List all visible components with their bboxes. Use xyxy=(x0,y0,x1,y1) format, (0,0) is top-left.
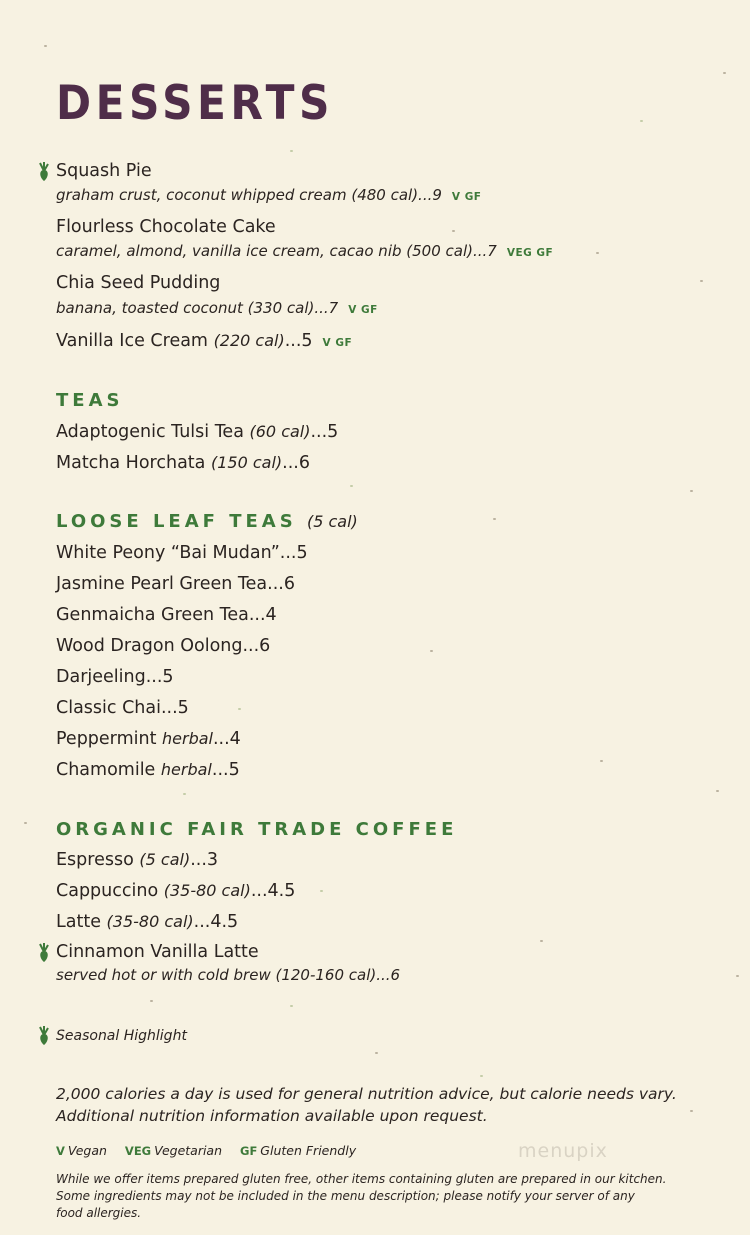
dietary-tags: V GF xyxy=(451,191,482,203)
dessert-desc: banana, toasted coconut (330 cal)...7 V GF xyxy=(56,299,378,317)
seasonal-beet-icon xyxy=(36,1026,52,1046)
loose-leaf-item: Darjeeling...5 xyxy=(56,667,174,687)
section-heading-teas: TEAS xyxy=(56,390,124,411)
loose-leaf-item: Peppermint herbal...4 xyxy=(56,729,241,749)
dessert-desc: graham crust, coconut whipped cream (480 cal)...9 V GF xyxy=(56,186,482,204)
coffee-item: Cappuccino (35-80 cal)...4.5 xyxy=(56,881,296,901)
dessert-desc: caramel, almond, vanilla ice cream, cacao nib (500 cal)...7 VEG GF xyxy=(56,242,554,260)
nutrition-line-2: Additional nutrition information available upon request. xyxy=(56,1107,488,1125)
tea-item: Adaptogenic Tulsi Tea (60 cal)...5 xyxy=(56,422,339,442)
tea-item: Matcha Horchata (150 cal)...6 xyxy=(56,453,310,473)
watermark: menupix xyxy=(518,1140,608,1162)
coffee-item: Espresso (5 cal)...3 xyxy=(56,850,219,870)
dessert-name: Squash Pie xyxy=(56,161,152,181)
dietary-tags: V GF xyxy=(348,304,378,316)
loose-leaf-item: White Peony “Bai Mudan”...5 xyxy=(56,543,308,563)
coffee-special-desc: served hot or with cold brew (120-160 cal)...6 xyxy=(56,966,401,984)
loose-leaf-item: Jasmine Pearl Green Tea...6 xyxy=(56,574,295,594)
loose-leaf-item: Chamomile herbal...5 xyxy=(56,760,240,780)
dietary-tags: VEG GF xyxy=(506,247,554,259)
loose-leaf-item: Genmaicha Green Tea...4 xyxy=(56,605,277,625)
page-title: DESSERTS xyxy=(56,76,334,131)
coffee-special-name: Cinnamon Vanilla Latte xyxy=(56,942,259,962)
seasonal-beet-icon xyxy=(36,162,52,182)
loose-leaf-item: Wood Dragon Oolong...6 xyxy=(56,636,271,656)
allergy-disclaimer: While we offer items prepared gluten free, other items containing gluten are prepared in our kitchen. Some ingredients may not be included in the menu description; please notify your server of any food allergies. xyxy=(56,1172,667,1220)
section-heading-loose-leaf: LOOSE LEAF TEAS (5 cal) xyxy=(56,511,358,532)
dietary-legend: V Vegan VEG Vegetarian GF Gluten Friendly xyxy=(56,1143,357,1158)
seasonal-highlight-label: Seasonal Highlight xyxy=(56,1028,187,1044)
dessert-item: Vanilla Ice Cream (220 cal)...5 V GF xyxy=(56,331,353,351)
dessert-name: Chia Seed Pudding xyxy=(56,273,221,293)
loose-leaf-item: Classic Chai...5 xyxy=(56,698,189,718)
dessert-name: Flourless Chocolate Cake xyxy=(56,217,276,237)
nutrition-line-1: 2,000 calories a day is used for general nutrition advice, but calorie needs vary. xyxy=(56,1085,677,1103)
coffee-item: Latte (35-80 cal)...4.5 xyxy=(56,912,239,932)
dietary-tags: V GF xyxy=(322,337,353,349)
seasonal-beet-icon xyxy=(36,943,52,963)
section-heading-coffee: ORGANIC FAIR TRADE COFFEE xyxy=(56,819,458,840)
